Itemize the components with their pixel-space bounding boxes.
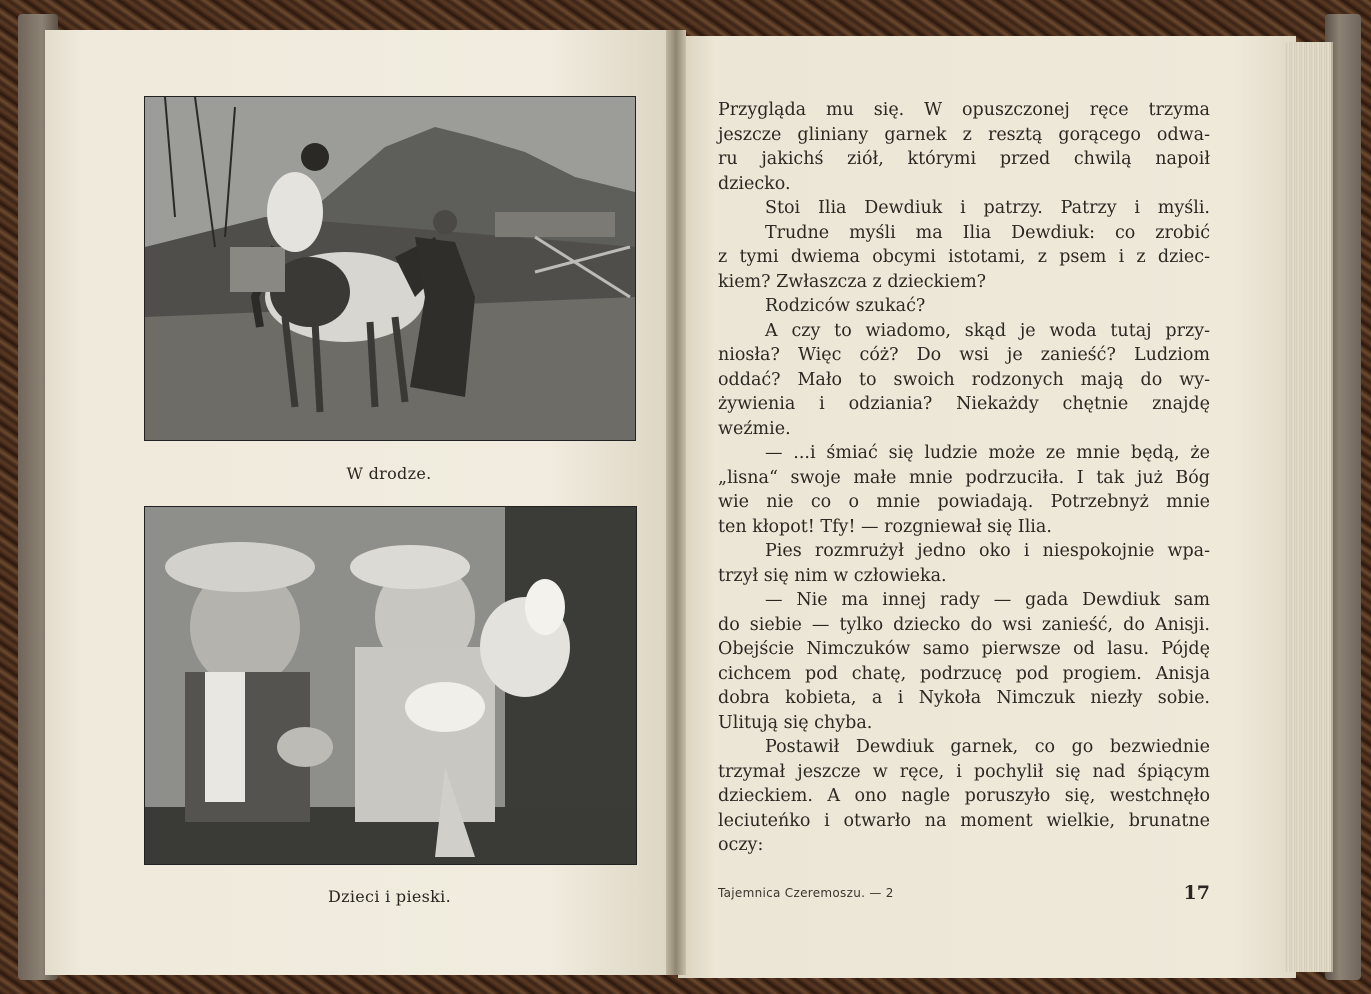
caption-on-the-road: W drodze. [346, 464, 432, 483]
text-line: „lisna“ swoje małe mnie podrzuciła. I tak już Bóg [718, 467, 1210, 488]
text-line: Przygląda mu się. W opuszczonej ręce trzyma [718, 100, 1210, 120]
text-line: do siebie — tylko dziecko do wsi zanieść, do Anisji. [718, 614, 1210, 635]
text-line: trzył się nim w człowieka. [718, 565, 947, 586]
text-line: wie nie co o mnie powiadają. Potrzebnyż mnie [718, 492, 1210, 512]
text-line: Trudne myśli ma Ilia Dewdiuk: co zrobić [765, 222, 1210, 243]
text-line: kiem? Zwłaszcza z dzieckiem? [718, 271, 987, 292]
photo-children-puppies [144, 506, 637, 865]
text-line: dobra kobieta, a i Nykoła Nimczuk niezły sobie. [718, 688, 1210, 708]
photo-horse-rider-illustration [145, 97, 635, 440]
text-line: cichcem pod chatę, podrzucę pod progiem. Anisja [718, 663, 1210, 684]
text-line: z tymi dwiema obcymi istotami, z psem i z dziec- [718, 247, 1210, 267]
text-line: Pies rozmrużył jedno oko i niespokojnie wpa- [765, 541, 1210, 561]
text-line: — Nie ma innej rady — gada Dewdiuk sam [765, 590, 1210, 610]
page-text-body [718, 98, 1210, 858]
page-stack-edge [1285, 42, 1333, 972]
photo-horse-rider [144, 96, 636, 441]
text-line: oddać? Mało to swoich rodzonych mają do wy- [718, 369, 1210, 390]
text-line: jeszcze gliniany garnek z resztą gorącego odwa- [718, 124, 1210, 145]
text-line: leciuteńko i otwarło na moment wielkie, brunatne [718, 810, 1210, 831]
text-line: oczy: [718, 835, 764, 855]
text-line: ru jakichś ziół, którymi przed chwilą napoił [718, 149, 1210, 169]
text-line: trzymał jeszcze w ręce, i pochylił się nad śpiącym [718, 761, 1210, 782]
text-line: A czy to wiadomo, skąd je woda tutaj przy- [765, 320, 1210, 341]
photo-children-puppies-illustration [145, 507, 636, 864]
caption-children-and-puppies: Dzieci i pieski. [328, 887, 451, 906]
page-number: 17 [1183, 882, 1210, 904]
text-line: weźmie. [718, 418, 791, 439]
text-line: Stoi Ilia Dewdiuk i patrzy. Patrzy i myśli. [765, 198, 1210, 218]
text-line: niosła? Więc cóż? Do wsi je zanieść? Ludziom [718, 345, 1210, 365]
text-line: dziecko. [718, 173, 791, 194]
text-line: Ulitują się chyba. [718, 712, 873, 733]
signature-footer: Tajemnica Czeremoszu. — 2 [718, 886, 894, 900]
text-line: ten kłopot! Tfy! — rozgniewał się Ilia. [718, 516, 1052, 537]
book-gutter [666, 30, 686, 975]
text-line: żywienia i odziania? Niekażdy chętnie znajdę [718, 394, 1210, 414]
text-line: Obejście Nimczuków samo pierwsze od lasu. Pójdę [718, 639, 1210, 659]
text-line: — ...i śmiać się ludzie może ze mnie będą, że [765, 443, 1210, 463]
text-line: Postawił Dewdiuk garnek, co go bezwiednie [765, 737, 1210, 757]
text-line: Rodziców szukać? [765, 296, 926, 316]
text-line: dzieckiem. A ono nagle poruszyło się, westchnęło [718, 786, 1210, 806]
